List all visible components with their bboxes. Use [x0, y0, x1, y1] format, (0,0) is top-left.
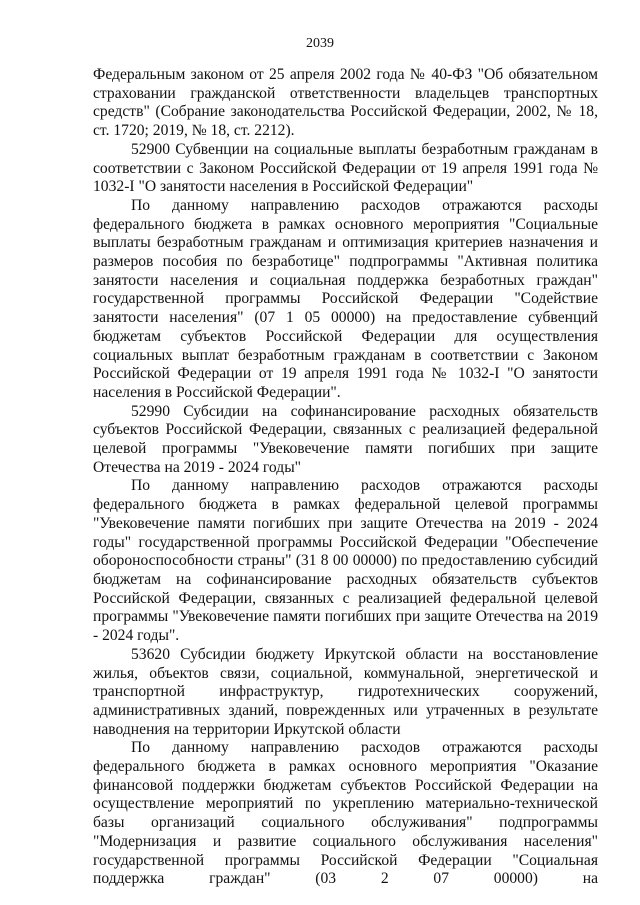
document-body — [93, 66, 598, 889]
page-number: 2039 — [306, 36, 334, 51]
paragraph-53620-heading: 53620 Субсидии бюджету Иркутской области на восстановление жилья, объектов связи, социальной, коммунальной, энергетической и транспортной инфраструктур, гидротехнических сооружений, административных зданий, поврежденных или утраченных в результате наводнения на территории Иркутской области — [93, 645, 598, 738]
paragraph-52990-heading: 52990 Субсидии на софинансирование расходных обязательств субъектов Российской Федерации, связанных с реализацией федеральной целевой программы "Увековечение памяти погибших при защите Отечества на 2019 - 2024 годы" — [93, 402, 598, 476]
paragraph-52900-heading: 52900 Субвенции на социальные выплаты безработным гражданам в соответствии с Законом Российской Федерации от 19 апреля 1991 года № 1032-I "О занятости населения в Российской Федерации" — [93, 140, 598, 196]
paragraph-52900-description: По данному направлению расходов отражаются расходы федерального бюджета в рамках основного мероприятия "Социальные выплаты безработным гражданам и оптимизация критериев назначения и размеров пособия по безработице" подпрограммы "Активная политика занятости населения и социальная поддержка безработных граждан" государственной программы Российской Федерации "Содействие занятости населения" (07 1 05 00000) на предоставление субвенций бюджетам субъектов Российской Федерации для осуществления социальных выплат безработным гражданам в соответствии с Законом Российской Федерации от 19 апреля 1991 года № 1032-I "О занятости населения в Российской Федерации". — [93, 196, 598, 401]
paragraph-52990-description: По данному направлению расходов отражаются расходы федерального бюджета в рамках федеральной целевой программы "Увековечение памяти погибших при защите Отечества на 2019 - 2024 годы" государственной программы Российской Федерации "Обеспечение обороноспособности страны" (31 8 00 00000) по предоставлению субсидий бюджетам на софинансирование расходных обязательств субъектов Российской Федерации, связанных с реализацией федеральной целевой программы "Увековечение памяти погибших при защите Отечества на 2019 - 2024 годы". — [93, 477, 598, 645]
paragraph-law-reference: Федеральным законом от 25 апреля 2002 года № 40-ФЗ "Об обязательном страховании гражданской ответственности владельцев транспортных средств" (Собрание законодательства Российской Федерации, 2002, № 18, ст. 1720; 2019, № 18, ст. 2212). — [93, 66, 598, 140]
paragraph-53620-description: По данному направлению расходов отражаются расходы федерального бюджета в рамках основного мероприятия "Оказание финансовой поддержки бюджетам субъектов Российской Федерации на осуществление мероприятий по укреплению материально-технической базы организаций социального обслуживания" подпрограммы "Модернизация и развитие социального обслуживания населения" государственной программы Российской Федерации "Социальная поддержка граждан" (03 2 07 00000) на — [93, 739, 598, 888]
